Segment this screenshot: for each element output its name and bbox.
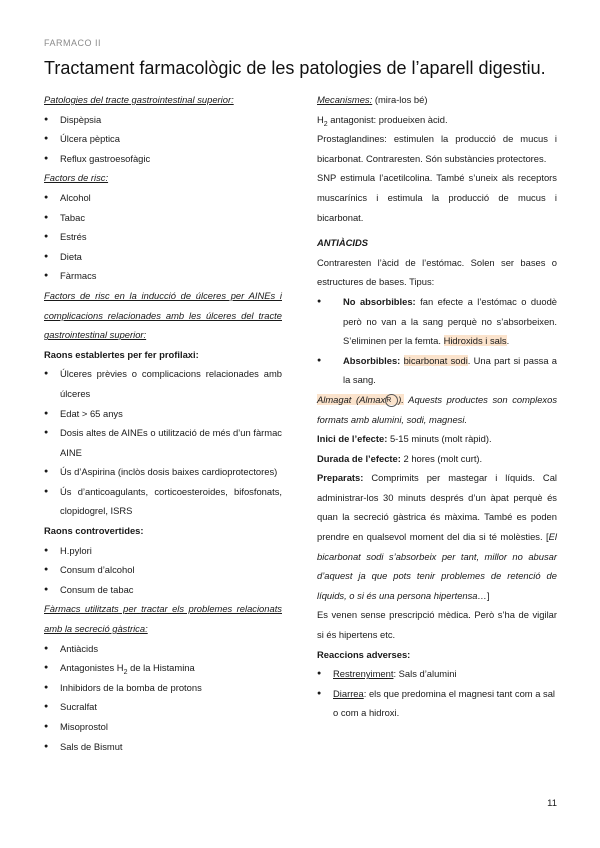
duration-line [317, 449, 557, 469]
registered-icon: R [385, 394, 398, 407]
list-item [317, 351, 557, 390]
highlight [317, 394, 404, 405]
h2-text: antagonist: produeixen àcid. [327, 113, 448, 125]
almagat-name: Almagat (Almax [317, 393, 386, 405]
h2-prefix: Antagonistes H [60, 662, 124, 674]
h2-subscript: 2 [123, 669, 128, 677]
mechanisms-line [317, 90, 557, 110]
highlight: Hidroxids i sals [443, 335, 507, 347]
h2-suffix: de la Histamina [127, 662, 195, 674]
snp-paragraph: SNP estimula l’acetilcolina. També s’uneix als receptors muscarínics i estimula la producció de mucus i bicarbonat. [317, 172, 557, 223]
upper-gi-heading: Patologies del tracte gastrointestinal superior: [44, 94, 234, 105]
list-item: ● Dosis altes de AINEs o utilització de més d’un fàrmac AINE [44, 423, 282, 462]
list-item [44, 658, 282, 678]
nonabsorbable-end: . [506, 335, 510, 347]
adverse-list [317, 664, 557, 723]
highlight: bicarbonat sodi [403, 354, 468, 366]
onset-label: Inici de l’efecte: [317, 433, 388, 445]
prophylaxis-heading: Raons establertes per fer profilaxi: [44, 348, 199, 360]
list-item: ● Dispèpsia [44, 110, 282, 130]
list-item: ● Reflux gastroesofàgic [44, 149, 282, 169]
nonabsorbable-label: No absorbibles: [343, 295, 416, 307]
nonabsorbable-text: fan efecte a l’estómac o duodè però no van a la sang perquè no s’absorbeixen. S’eliminen per la femta. [343, 295, 558, 347]
list-item: ● Dieta [44, 247, 282, 267]
otc-paragraph: Es venen sense prescripció mèdica. Però s’ha de vigilar si és hipertens etc. [317, 609, 557, 641]
risk-factors-list [44, 188, 282, 286]
list-item: ● Ús d’Aspirina (inclòs dosis baixes cardioprotectores) [44, 462, 282, 482]
almagat-text: Aquests productes son complexos formats amb alumini, sodi, magnesi. [317, 393, 558, 425]
h2-subscript: 2 [323, 120, 328, 128]
list-item: ● Tabac [44, 208, 282, 228]
mechanisms-label: Mecanismes: [317, 94, 373, 105]
list-item: ● Sucralfat [44, 697, 282, 717]
preparations-label: Preparats: [317, 472, 364, 484]
constipation-text: : Sals d’alumini [393, 668, 457, 680]
diarrhea-label: Diarrea [333, 687, 364, 699]
list-item: ● Antiàcids [44, 639, 282, 659]
onset-line [317, 429, 557, 449]
list-item: ● Sals de Bismut [44, 737, 282, 757]
list-item: ● Ús d’anticoagulants, corticoesteroides, bifosfonats, clopidogrel, ISRS [44, 482, 282, 521]
list-item: ● Estrés [44, 227, 282, 247]
constipation-label: Restrenyiment [333, 668, 394, 680]
preparations-text: Comprimits per mastegar i líquids. Cal administrar-los 30 minuts després d’un àpat perquè és quan la secreció gàstrica és màxima. També es poden prendre en qualsevol moment del dia si té molèsties. [ [317, 472, 557, 543]
absorbable-text: . Una part si passa a la sang. [343, 354, 557, 386]
antacids-heading: ANTIÀCIDS [317, 237, 369, 249]
drugs-list [44, 639, 282, 757]
list-item [317, 664, 557, 684]
list-item: ● Inhibidors de la bomba de protons [44, 678, 282, 698]
list-item: ● Alcohol [44, 188, 282, 208]
list-item: ● H.pylori [44, 541, 282, 561]
absorbable-label: Absorbibles: [343, 354, 401, 366]
h2-antagonist-line [317, 110, 557, 130]
upper-gi-list [44, 110, 282, 169]
running-header: FARMACO II [44, 38, 102, 48]
list-item: ● Consum d’alcohol [44, 560, 282, 580]
list-item: ● Consum de tabac [44, 580, 282, 600]
prophylaxis-list [44, 364, 282, 521]
aine-risk-heading: Factors de risc en la inducció de úlceres per AINEs i complicacions relacionades amb les úlceres del tracte gastrointestinal superior: [44, 289, 282, 341]
antacids-intro: Contraresten l’àcid de l’estómac. Solen ser bases o estructures de bases. Tipus: [317, 256, 557, 288]
list-item: ● Úlceres prèvies o complicacions relacionades amb úlceres [44, 364, 282, 403]
list-item [317, 684, 557, 723]
adverse-heading: Reaccions adverses: [317, 648, 411, 660]
h2-prefix: H [317, 113, 324, 125]
list-item: ● Misoprostol [44, 717, 282, 737]
preparations-close: ] [486, 589, 490, 601]
page-number: 11 [547, 798, 557, 809]
onset-value: 5-15 minuts (molt ràpid). [387, 433, 492, 445]
list-item: ● Edat > 65 anys [44, 404, 282, 424]
prostaglandins-paragraph: Prostaglandines: estimulen la producció de mucus i bicarbonat. Contraresten. Són substàncies protectores. [317, 133, 557, 164]
controversial-heading: Raons controvertides: [44, 525, 144, 537]
list-item [317, 292, 557, 351]
list-item: ● Fàrmacs [44, 266, 282, 286]
preparations-note: El bicarbonat sodi s’absorbeix per tant, millor no abusar d’aquest ja que pots tenir problemes de retenció de líquids, o si és una persona hipertensa… [317, 531, 557, 601]
list-item: ● Úlcera pèptica [44, 129, 282, 149]
drugs-heading: Fàrmacs utilitzats per tractar els problemes relacionats amb la secreció gàstrica: [44, 603, 282, 635]
left-column [44, 90, 282, 756]
controversial-list [44, 541, 282, 600]
risk-factors-heading: Factors de risc: [44, 172, 109, 184]
preparations-paragraph [317, 468, 557, 605]
antacid-types-list [317, 292, 557, 390]
duration-value: 2 hores (molt curt). [400, 452, 483, 464]
right-column [317, 90, 557, 723]
almagat-paragraph [317, 390, 557, 429]
diarrhea-text: : els que predomina el magnesi tant com a sal o com a hidroxi. [333, 687, 555, 719]
duration-label: Durada de l’efecte: [317, 452, 401, 464]
almagat-close: ). [398, 393, 404, 405]
mechanisms-note: (mira-los bé) [372, 94, 428, 105]
page-title: Tractament farmacològic de les patologies de l’aparell digestiu. [44, 58, 546, 78]
